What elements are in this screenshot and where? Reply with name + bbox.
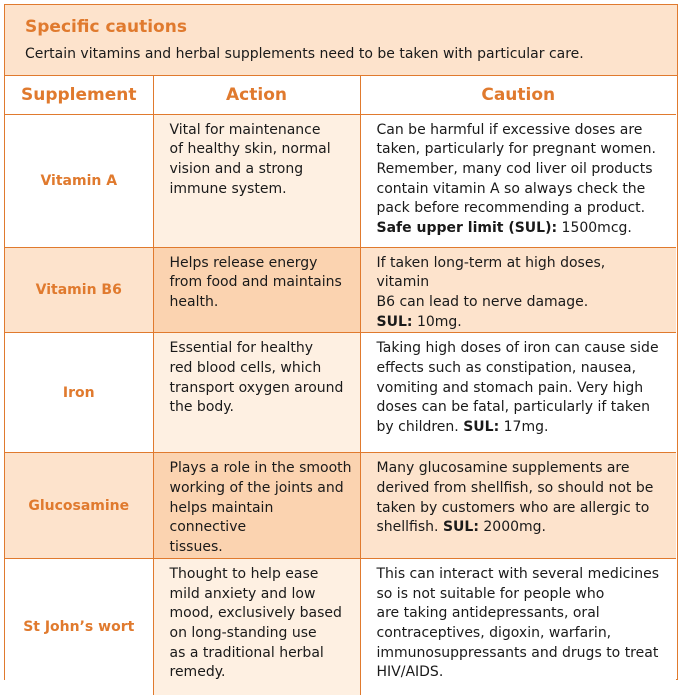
limit-value: 17mg.: [503, 419, 549, 436]
caution-line: This can interact with several medicines: [376, 565, 660, 582]
caution-line: Can be harmful if excessive doses are: [376, 121, 643, 138]
caution-cell: [360, 453, 676, 559]
action-line: mild anxiety and low: [169, 585, 316, 602]
table-header-row: [5, 76, 676, 114]
action-line: from food and maintains: [169, 274, 342, 291]
action-line: vision and a strong: [169, 160, 304, 177]
caution-line: are taking antidepressants, oral: [376, 605, 600, 622]
action-cell: [153, 247, 360, 333]
cautions-panel: [4, 4, 678, 680]
column-header-action: Action: [153, 76, 360, 114]
action-line: tissues.: [169, 539, 223, 556]
action-line: Helps release energy: [169, 254, 318, 271]
caution-cell: [360, 333, 676, 453]
limit-label: SUL:: [376, 313, 413, 330]
table-row: [5, 453, 676, 559]
action-line: Thought to help ease: [169, 565, 319, 582]
action-line: Essential for healthy: [169, 340, 314, 357]
supplement-name: Glucosamine: [5, 453, 153, 559]
action-cell: [153, 453, 360, 559]
caution-line: Remember, many cod liver oil products: [376, 160, 653, 177]
caution-line: contain vitamin A so always check the: [376, 180, 646, 197]
action-line: on long-standing use: [169, 624, 317, 641]
limit-value: 10mg.: [416, 313, 462, 330]
caution-line: effects such as constipation, nausea,: [376, 360, 637, 377]
caution-line: B6 can lead to nerve damage.: [376, 293, 589, 310]
action-line: as a traditional herbal: [169, 644, 324, 661]
action-line: helps maintain connective: [169, 499, 274, 536]
action-line: working of the joints and: [169, 480, 344, 497]
table-row: [5, 558, 676, 695]
table-row: [5, 333, 676, 453]
supplement-name: Iron: [5, 333, 153, 453]
limit-value: 2000mg.: [483, 519, 546, 536]
caution-line: taken by customers who are allergic to: [376, 499, 650, 516]
cautions-table: [5, 76, 676, 695]
action-line: red blood cells, which: [169, 360, 322, 377]
limit-value: 1500mcg.: [561, 220, 632, 237]
caution-line: pack before recommending a product.: [376, 200, 646, 217]
column-header-supplement: Supplement: [5, 76, 153, 114]
caution-line: immunosuppressants and drugs to treat: [376, 644, 659, 661]
supplement-name: Vitamin A: [5, 114, 153, 247]
safe-limit-line: [377, 518, 661, 538]
supplement-name: Vitamin B6: [5, 247, 153, 333]
table-row: [5, 114, 676, 247]
caution-line: Taking high doses of iron can cause side: [376, 340, 659, 357]
safe-limit-line: [377, 313, 661, 333]
limit-label: Safe upper limit (SUL):: [376, 220, 558, 237]
action-line: of healthy skin, normal: [169, 141, 331, 158]
action-line: remedy.: [169, 664, 226, 681]
column-header-caution: Caution: [360, 76, 676, 114]
action-line: health.: [169, 293, 219, 310]
caution-tail: by children.: [376, 419, 459, 436]
caution-line: so is not suitable for people who: [376, 585, 605, 602]
action-line: mood, exclusively based: [169, 605, 342, 622]
limit-label: SUL:: [442, 519, 479, 536]
action-line: Vital for maintenance: [169, 121, 321, 138]
supplement-name: St John’s wort: [5, 558, 153, 695]
action-cell: [153, 558, 360, 695]
safe-limit-line: [377, 219, 661, 239]
caution-line: Many glucosamine supplements are: [376, 460, 630, 477]
caution-line: If taken long-term at high doses, vitamin: [376, 254, 606, 291]
caution-line: HIV/AIDS.: [376, 664, 444, 681]
safe-limit-line: [377, 418, 661, 438]
table-row: [5, 247, 676, 333]
limit-label: SUL:: [463, 419, 500, 436]
action-cell: [153, 114, 360, 247]
panel-header: [5, 5, 677, 76]
caution-cell: [360, 114, 676, 247]
caution-line: vomiting and stomach pain. Very high: [376, 379, 644, 396]
action-line: transport oxygen around: [169, 379, 344, 396]
action-line: the body.: [169, 399, 235, 416]
panel-subtitle: Certain vitamins and herbal supplements need to be taken with particular care.: [25, 46, 584, 62]
caution-cell: [360, 558, 676, 695]
caution-line: doses can be fatal, particularly if taken: [376, 399, 650, 416]
caution-line: taken, particularly for pregnant women.: [376, 141, 656, 158]
action-cell: [153, 333, 360, 453]
action-line: immune system.: [169, 180, 287, 197]
panel-title: Specific cautions: [25, 17, 187, 37]
action-line: Plays a role in the smooth: [169, 460, 352, 477]
caution-line: derived from shellfish, so should not be: [376, 480, 654, 497]
caution-line: contraceptives, digoxin, warfarin,: [376, 624, 612, 641]
caution-tail: shellfish.: [376, 519, 439, 536]
caution-cell: [360, 247, 676, 333]
